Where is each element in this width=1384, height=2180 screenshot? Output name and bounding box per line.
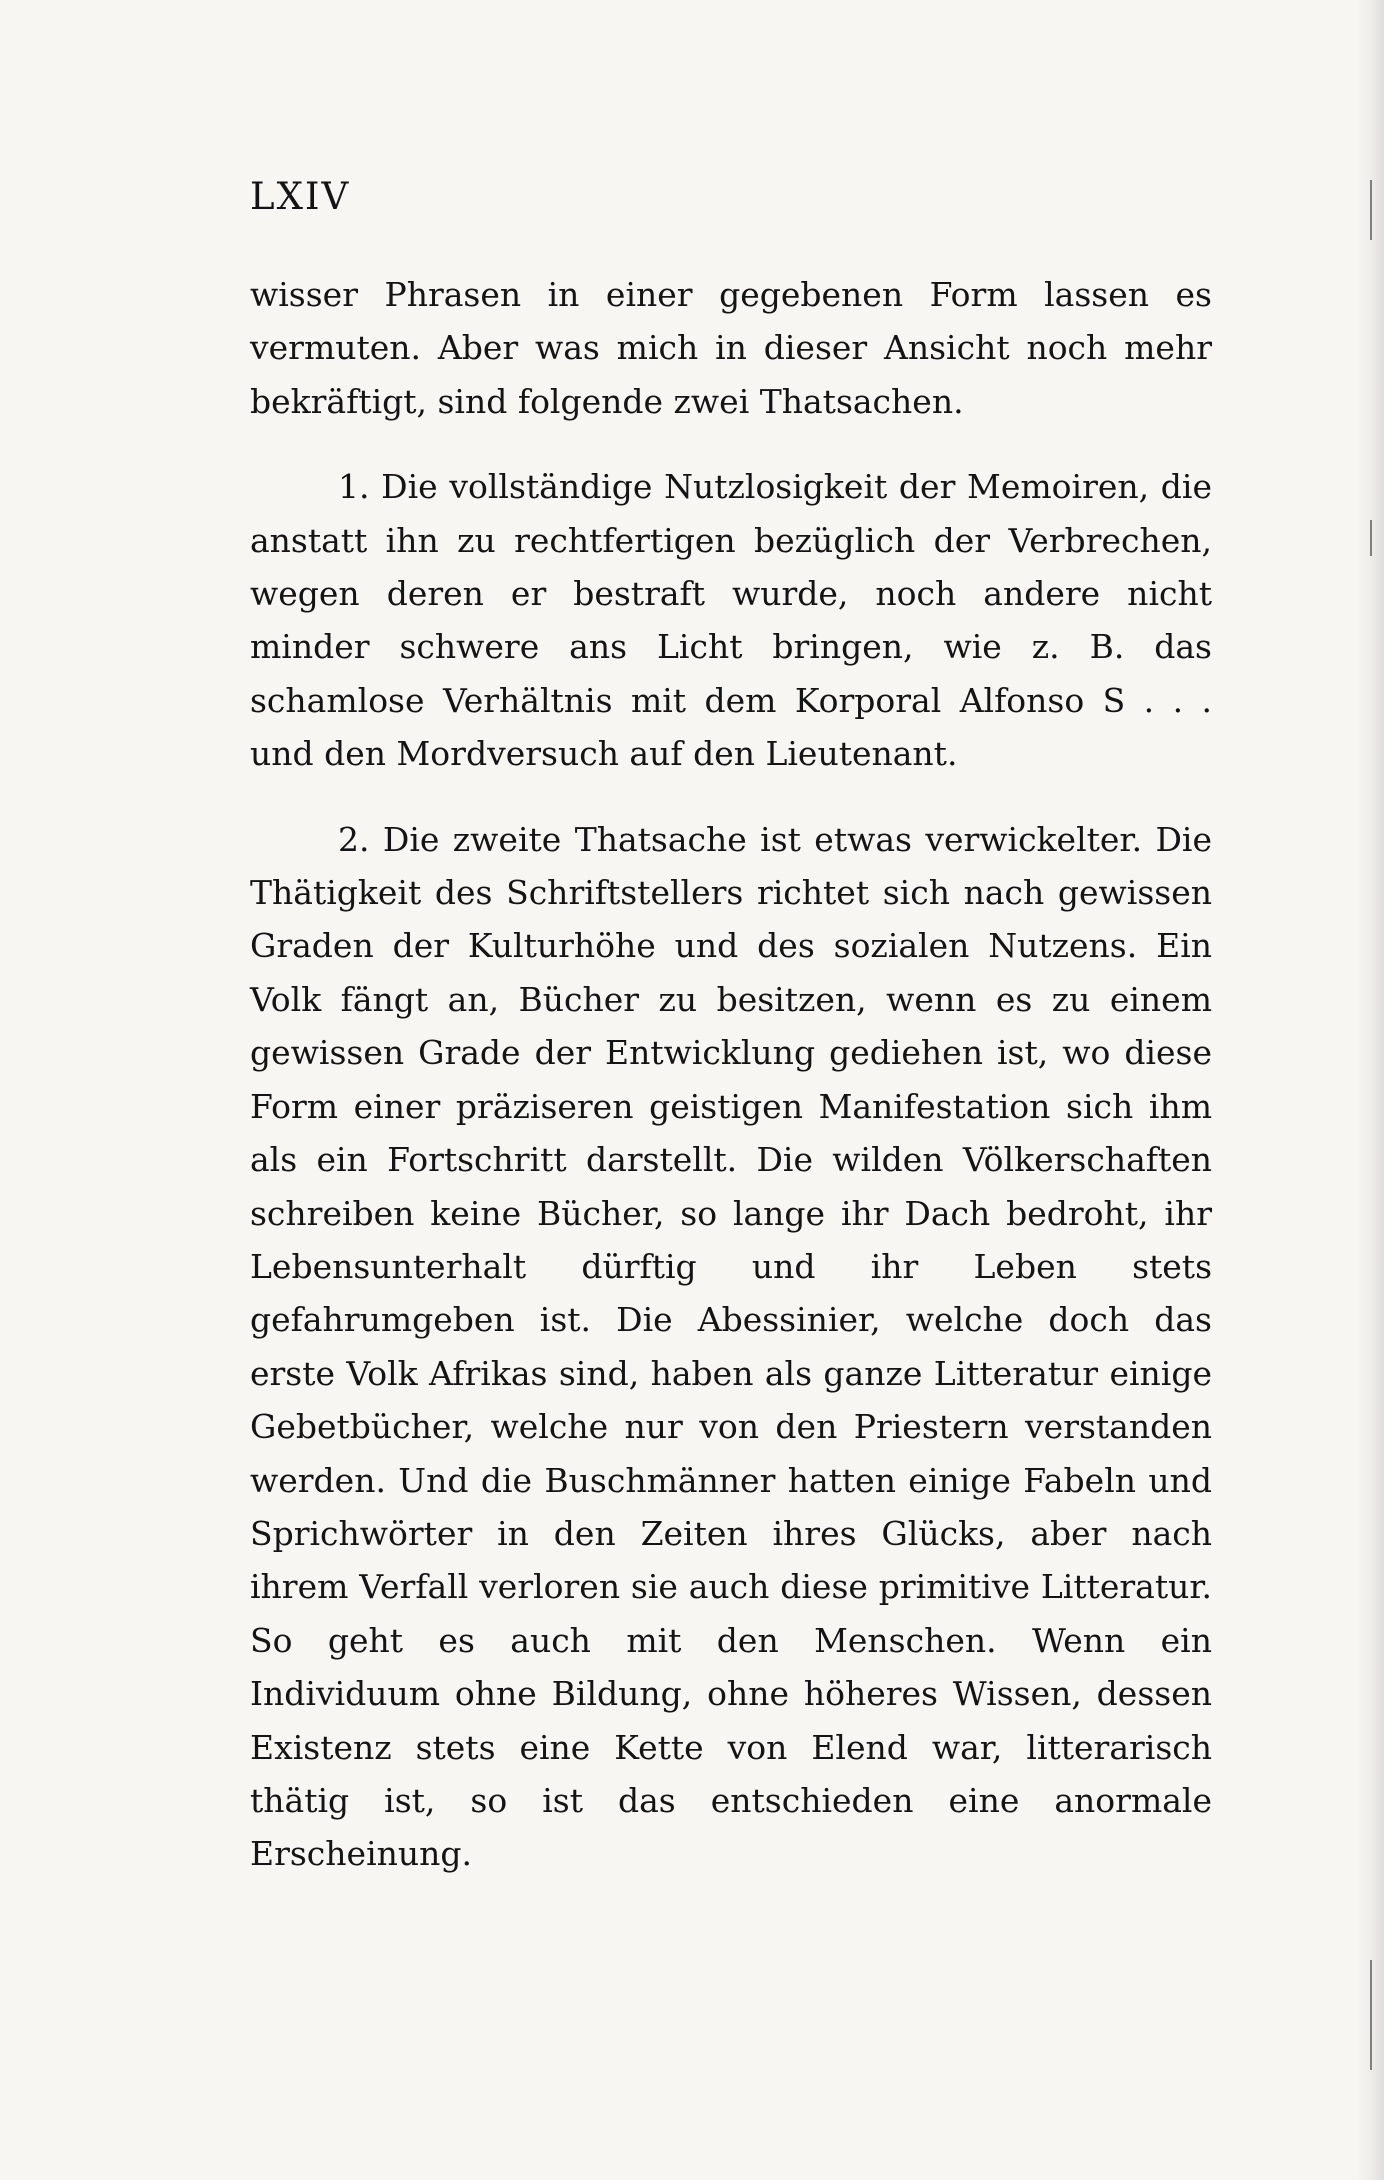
page-edge-mark: [1370, 180, 1372, 240]
page-number-roman: LXIV: [250, 175, 351, 218]
paragraph-point-2: 2. Die zweite Thatsache ist etwas verwickelter. Die Thätigkeit des Schriftstellers richtet sich nach gewissen Graden der Kulturhöhe und des sozialen Nutzens. Ein Volk fängt an, Bücher zu besitzen, wenn es zu einem gewissen Grade der Entwicklung gediehen ist, wo diese Form einer präziseren geistigen Manifestation sich ihm als ein Fortschritt darstellt. Die wilden Völkerschaften schreiben keine Bücher, so lange ihr Dach bedroht, ihr Lebensunterhalt dürftig und ihr Leben stets gefahrumgeben ist. Die Abessinier, welche doch das erste Volk Afrikas sind, haben als ganze Litteratur einige Gebetbücher, welche nur von den Priestern verstanden werden. Und die Buschmänner hatten einige Fabeln und Sprichwörter in den Zeiten ihres Glücks, aber nach ihrem Verfall verloren sie auch diese primitive Litteratur. So geht es auch mit den Menschen. Wenn ein Individuum ohne Bildung, ohne höheres Wissen, dessen Existenz stets eine Kette von Elend war, litterarisch thätig ist, so ist das entschieden eine anormale Erscheinung.: [250, 819, 1212, 1874]
paragraph-gap: [250, 781, 1212, 813]
paragraph-gap: [250, 428, 1212, 460]
body-text: [250, 268, 1212, 1881]
paragraph-point-1: 1. Die vollständige Nutzlosigkeit der Memoiren, die anstatt ihn zu rechtfertigen bezüglich der Verbrechen, wegen deren er bestraft wurde, noch andere nicht minder schwere ans Licht bringen, wie z. B. das schamlose Verhältnis mit dem Korporal Alfonso S . . . und den Mordversuch auf den Lieutenant.: [250, 467, 1212, 774]
page-edge-shadow: [1356, 0, 1384, 2180]
page-edge-mark: [1370, 1960, 1372, 2070]
paragraph-continuation: wisser Phrasen in einer gegebenen Form lassen es vermuten. Aber was mich in dieser Ansicht noch mehr bekräftigt, sind folgende zwei Thatsachen.: [250, 275, 1212, 421]
page-edge-mark: [1370, 520, 1372, 556]
